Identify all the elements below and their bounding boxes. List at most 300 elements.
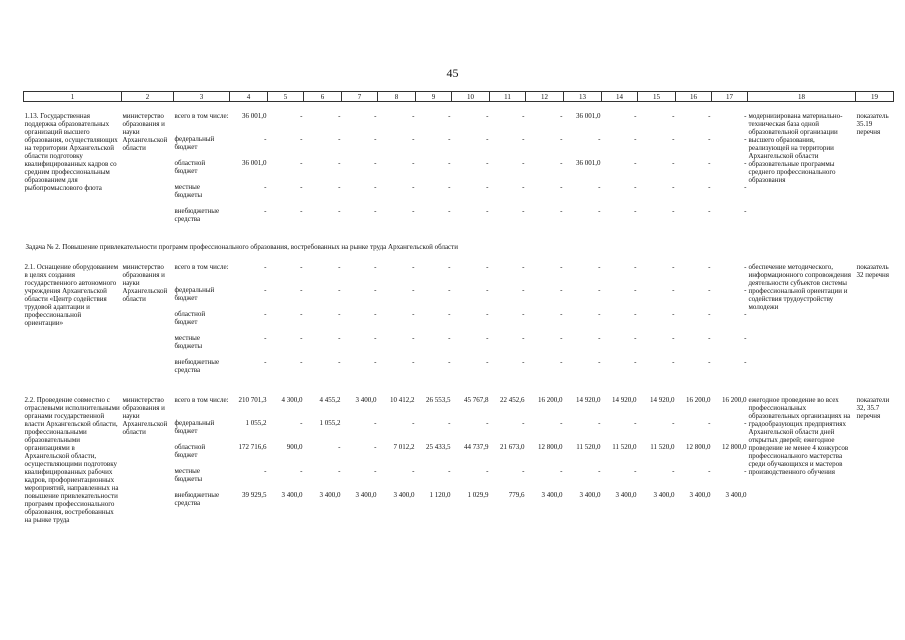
value-cell: -	[412, 112, 415, 120]
value-cell: -	[338, 112, 341, 120]
value-cell: -	[338, 334, 341, 342]
spacer-row	[24, 253, 894, 263]
value-cell: 3 400,0	[579, 491, 601, 499]
value-cell: -	[560, 334, 563, 342]
value-cell: 14 920,0	[650, 396, 675, 404]
spacer-row	[24, 231, 894, 241]
value-cell: -	[338, 286, 341, 294]
value-cell: -	[486, 135, 489, 143]
value-column	[676, 396, 712, 524]
budget-table	[23, 91, 894, 524]
value-cell: -	[448, 135, 451, 143]
value-cell: -	[744, 135, 747, 143]
value-cell: 7 012,2	[393, 443, 415, 451]
value-column	[378, 263, 416, 382]
value-cell: -	[264, 135, 267, 143]
funding-source: федеральный бюджет	[174, 419, 215, 435]
value-cell: 3 400,0	[653, 491, 675, 499]
value-column	[230, 396, 268, 524]
value-column	[638, 112, 676, 231]
measure-executor: министерство образования и науки Архангельской области	[122, 112, 168, 152]
value-cell: -	[448, 467, 451, 475]
value-column	[564, 396, 602, 524]
value-cell: -	[560, 112, 563, 120]
value-cell: -	[672, 334, 675, 342]
value-cell: 22 452,6	[500, 396, 525, 404]
value-cell: -	[412, 159, 415, 167]
value-cell: 12 800,0	[686, 443, 711, 451]
value-cell: -	[672, 286, 675, 294]
value-cell: -	[522, 419, 525, 427]
value-cell: -	[338, 183, 341, 191]
value-cell: -	[672, 467, 675, 475]
value-column	[490, 263, 526, 382]
value-column	[304, 396, 342, 524]
funding-sources	[174, 112, 230, 231]
value-cell: -	[300, 263, 303, 271]
column-number: 13	[564, 92, 602, 102]
value-cell: -	[634, 112, 637, 120]
value-cell: -	[522, 207, 525, 215]
value-column	[268, 263, 304, 382]
value-cell: -	[412, 183, 415, 191]
funding-source: областной бюджет	[174, 159, 206, 175]
measure-name: 2.2. Проведение совместно с отраслевыми исполнительными органами государственной власти Архангельской области, профессиональными образовательными организациями в Архангельской области, осуществляющими подготовку квалифицированных рабочих кадров, профориентационных мероприятий, направленных на повышение привлекательности программ профессионального образования, востребованных на рынке труда	[24, 396, 120, 524]
value-cell: -	[486, 310, 489, 318]
value-cell: -	[522, 263, 525, 271]
funding-source: всего в том числе:	[174, 396, 229, 404]
value-column	[378, 396, 416, 524]
value-column	[268, 112, 304, 231]
value-cell: 4 455,2	[319, 396, 341, 404]
value-cell: -	[560, 263, 563, 271]
value-cell: 36 001,0	[576, 159, 601, 167]
value-column	[268, 396, 304, 524]
value-cell: -	[300, 310, 303, 318]
column-number: 6	[304, 92, 342, 102]
value-cell: -	[374, 135, 377, 143]
column-number: 10	[452, 92, 490, 102]
value-cell: 14 920,0	[612, 396, 637, 404]
value-cell: 210 701,3	[238, 396, 267, 404]
value-cell: -	[598, 183, 601, 191]
value-cell: -	[560, 467, 563, 475]
column-number: 5	[268, 92, 304, 102]
value-cell: -	[374, 112, 377, 120]
value-cell: 3 400,0	[281, 491, 303, 499]
value-cell: -	[634, 263, 637, 271]
value-cell: 16 200,0	[538, 396, 563, 404]
value-cell: -	[412, 135, 415, 143]
value-cell: -	[412, 310, 415, 318]
value-cell: 172 716,6	[238, 443, 267, 451]
value-cell: -	[744, 207, 747, 215]
indicator-ref: показатель 32 перечня	[856, 263, 890, 279]
column-number-row	[24, 92, 894, 102]
column-number: 2	[122, 92, 174, 102]
value-cell: -	[300, 467, 303, 475]
value-cell: 16 200,0	[686, 396, 711, 404]
value-column	[452, 263, 490, 382]
value-cell: -	[412, 263, 415, 271]
value-column	[230, 112, 268, 231]
value-column	[638, 263, 676, 382]
value-cell: -	[486, 334, 489, 342]
value-cell: -	[374, 419, 377, 427]
value-column	[452, 112, 490, 231]
value-cell: 21 673,0	[500, 443, 525, 451]
value-cell: -	[374, 310, 377, 318]
value-cell: 1 055,2	[245, 419, 267, 427]
indicator-ref: показатели 32, 35.7 перечня	[856, 396, 890, 420]
value-cell: -	[708, 263, 711, 271]
measure-row	[24, 396, 894, 524]
value-cell: -	[338, 310, 341, 318]
value-cell: 11 520,0	[576, 443, 601, 451]
funding-source: местные бюджеты	[174, 467, 203, 483]
value-cell: -	[374, 467, 377, 475]
value-cell: -	[412, 334, 415, 342]
value-cell: 36 001,0	[242, 159, 267, 167]
value-cell: 3 400,0	[355, 396, 377, 404]
value-cell: -	[374, 286, 377, 294]
value-column	[304, 112, 342, 231]
value-cell: -	[522, 112, 525, 120]
value-cell: -	[374, 443, 377, 451]
value-cell: 36 001,0	[576, 112, 601, 120]
value-cell: -	[522, 135, 525, 143]
value-cell: -	[448, 183, 451, 191]
funding-source: внебюджетные средства	[174, 491, 220, 507]
value-cell: -	[338, 443, 341, 451]
value-cell: -	[744, 358, 747, 366]
value-column	[342, 112, 378, 231]
value-cell: -	[264, 467, 267, 475]
value-cell: -	[300, 286, 303, 294]
value-cell: 779,6	[508, 491, 525, 499]
column-number: 7	[342, 92, 378, 102]
column-number: 12	[526, 92, 564, 102]
value-column	[416, 396, 452, 524]
value-cell: -	[708, 467, 711, 475]
value-cell: -	[486, 467, 489, 475]
funding-source: внебюджетные средства	[174, 358, 220, 374]
value-column	[676, 112, 712, 231]
value-cell: -	[300, 334, 303, 342]
value-cell: -	[374, 183, 377, 191]
value-cell: -	[672, 183, 675, 191]
column-number: 15	[638, 92, 676, 102]
value-cell: -	[264, 207, 267, 215]
value-cell: 12 800,0	[538, 443, 563, 451]
column-number: 3	[174, 92, 230, 102]
value-cell: -	[448, 207, 451, 215]
value-cell: 36 001,0	[242, 112, 267, 120]
value-cell: 4 300,0	[281, 396, 303, 404]
value-cell: 3 400,0	[319, 491, 341, 499]
value-column	[602, 263, 638, 382]
value-cell: -	[560, 135, 563, 143]
value-cell: -	[522, 358, 525, 366]
value-cell: -	[744, 286, 747, 294]
funding-source: областной бюджет	[174, 310, 206, 326]
column-number: 14	[602, 92, 638, 102]
value-cell: -	[522, 334, 525, 342]
value-cell: -	[634, 286, 637, 294]
value-cell: -	[300, 159, 303, 167]
value-column	[712, 263, 748, 382]
value-cell: -	[412, 419, 415, 427]
value-column	[342, 396, 378, 524]
value-cell: -	[448, 159, 451, 167]
value-column	[564, 112, 602, 231]
value-cell: -	[448, 263, 451, 271]
value-column	[526, 396, 564, 524]
value-cell: -	[598, 358, 601, 366]
measure-name: 1.13. Государственная поддержка образовательных организаций высшего образования, осуществляющих на территории Архангельской области подготовку квалифицированных кадров со средним профессиональным образованием для рыбопромыслового флота	[24, 112, 118, 192]
value-cell: -	[412, 467, 415, 475]
value-cell: -	[300, 419, 303, 427]
value-cell: -	[744, 310, 747, 318]
funding-source: федеральный бюджет	[174, 286, 215, 302]
value-cell: 14 920,0	[576, 396, 601, 404]
value-cell: -	[300, 112, 303, 120]
value-cell: -	[744, 263, 747, 271]
value-cell: -	[744, 467, 747, 475]
funding-source: местные бюджеты	[174, 183, 203, 199]
value-cell: -	[598, 310, 601, 318]
value-cell: 11 520,0	[650, 443, 675, 451]
value-cell: -	[448, 419, 451, 427]
value-cell: 3 400,0	[615, 491, 637, 499]
measure-executor: министерство образования и науки Архангельской области	[122, 396, 168, 436]
column-number: 4	[230, 92, 268, 102]
value-cell: 3 400,0	[541, 491, 563, 499]
value-column	[490, 396, 526, 524]
value-cell: -	[708, 310, 711, 318]
value-cell: -	[560, 159, 563, 167]
measure-row	[24, 263, 894, 382]
value-cell: -	[708, 286, 711, 294]
value-column	[416, 112, 452, 231]
value-cell: -	[522, 310, 525, 318]
value-cell: -	[598, 334, 601, 342]
value-column	[490, 112, 526, 231]
value-cell: -	[744, 112, 747, 120]
expected-result: ежегодное проведение во всех профессиональных образовательных организациях на градообразующих предприятиях Архангельской области дней открытых дверей; ежегодное проведение не менее 4 конкурсов профессионального мастерства среди обучающихся и мастеров производственного обучения	[748, 396, 851, 476]
value-cell: 1 029,9	[467, 491, 489, 499]
value-cell: -	[598, 135, 601, 143]
value-cell: -	[634, 159, 637, 167]
value-cell: -	[486, 263, 489, 271]
column-number: 11	[490, 92, 526, 102]
value-cell: -	[560, 207, 563, 215]
value-cell: 3 400,0	[725, 491, 747, 499]
value-cell: -	[634, 358, 637, 366]
value-cell: -	[300, 358, 303, 366]
value-cell: -	[448, 334, 451, 342]
value-cell: -	[486, 286, 489, 294]
value-cell: -	[672, 112, 675, 120]
value-cell: -	[560, 419, 563, 427]
value-cell: -	[300, 207, 303, 215]
value-cell: -	[708, 207, 711, 215]
value-cell: -	[264, 286, 267, 294]
value-cell: -	[374, 358, 377, 366]
column-number: 19	[856, 92, 894, 102]
value-cell: -	[672, 310, 675, 318]
value-cell: 39 929,5	[242, 491, 267, 499]
value-cell: 16 200,0	[722, 396, 747, 404]
value-column	[602, 112, 638, 231]
value-cell: -	[634, 183, 637, 191]
value-cell: -	[634, 135, 637, 143]
indicator-ref: показатель 35.19 перечня	[856, 112, 889, 136]
value-cell: -	[708, 159, 711, 167]
value-cell: -	[486, 112, 489, 120]
value-cell: 1 120,0	[429, 491, 451, 499]
task-row	[24, 241, 894, 253]
value-cell: -	[708, 334, 711, 342]
value-column	[712, 396, 748, 524]
funding-source: федеральный бюджет	[174, 135, 215, 151]
value-column	[416, 263, 452, 382]
value-cell: -	[338, 263, 341, 271]
value-cell: -	[448, 310, 451, 318]
value-cell: -	[634, 419, 637, 427]
value-column	[638, 396, 676, 524]
value-cell: -	[264, 310, 267, 318]
value-column	[526, 263, 564, 382]
value-cell: -	[486, 159, 489, 167]
value-cell: -	[672, 159, 675, 167]
value-cell: -	[486, 183, 489, 191]
value-cell: -	[598, 419, 601, 427]
value-cell: -	[486, 207, 489, 215]
value-cell: 26 553,5	[426, 396, 451, 404]
page-number: 45	[446, 66, 459, 80]
funding-source: местные бюджеты	[174, 334, 203, 350]
funding-sources	[174, 396, 230, 524]
value-cell: -	[338, 135, 341, 143]
value-cell: -	[264, 183, 267, 191]
value-cell: 25 433,5	[426, 443, 451, 451]
value-cell: -	[264, 263, 267, 271]
value-column	[602, 396, 638, 524]
value-cell: -	[338, 358, 341, 366]
funding-sources	[174, 263, 230, 382]
value-cell: -	[744, 183, 747, 191]
value-cell: -	[374, 334, 377, 342]
value-cell: 3 400,0	[393, 491, 415, 499]
value-cell: 11 520,0	[612, 443, 637, 451]
value-cell: -	[560, 286, 563, 294]
column-number: 8	[378, 92, 416, 102]
measure-row	[24, 112, 894, 231]
value-cell: 3 400,0	[355, 491, 377, 499]
value-cell: -	[744, 419, 747, 427]
expected-result: обеспечение методического, информационного сопровождения деятельности субъектов системы профессиональной ориентации и содействия трудоустройству молодежи	[748, 263, 851, 311]
value-column	[342, 263, 378, 382]
column-number: 17	[712, 92, 748, 102]
value-cell: -	[300, 135, 303, 143]
value-cell: -	[374, 159, 377, 167]
value-column	[676, 263, 712, 382]
value-cell: -	[338, 467, 341, 475]
value-cell: -	[672, 263, 675, 271]
value-cell: -	[708, 419, 711, 427]
value-cell: -	[374, 263, 377, 271]
value-column	[564, 263, 602, 382]
funding-source: областной бюджет	[174, 443, 206, 459]
task-heading: Задача № 2. Повышение привлекательности программ профессионального образования, востребованных на рынке труда Архангельской области	[25, 243, 458, 251]
value-cell: -	[672, 419, 675, 427]
value-cell: -	[672, 358, 675, 366]
value-cell: -	[412, 286, 415, 294]
spacer-row	[24, 102, 894, 113]
value-cell: -	[338, 207, 341, 215]
value-column	[304, 263, 342, 382]
value-column	[378, 112, 416, 231]
column-number: 16	[676, 92, 712, 102]
value-cell: -	[300, 183, 303, 191]
value-cell: -	[448, 358, 451, 366]
value-cell: -	[598, 467, 601, 475]
value-cell: -	[264, 358, 267, 366]
value-cell: -	[522, 467, 525, 475]
value-cell: 3 400,0	[689, 491, 711, 499]
value-cell: -	[522, 159, 525, 167]
value-cell: 900,0	[286, 443, 303, 451]
value-cell: -	[560, 183, 563, 191]
value-cell: -	[412, 207, 415, 215]
value-cell: -	[634, 310, 637, 318]
value-cell: -	[634, 207, 637, 215]
value-cell: -	[374, 207, 377, 215]
value-cell: -	[672, 135, 675, 143]
measure-executor: министерство образования и науки Архангельской области	[122, 263, 168, 303]
value-cell: -	[522, 183, 525, 191]
value-cell: -	[708, 183, 711, 191]
measure-name: 2.1. Оснащение оборудованием в целях создания государственного автономного учреждения Архангельской области «Центр содействия трудовой адаптации и профессиональной ориентации»	[24, 263, 119, 327]
expected-result: модернизирована материально-техническая база одной образовательной организации высшего образования, реализующей на территории Архангельской области образовательные программы среднего профессионального образования	[748, 112, 843, 184]
value-cell: -	[708, 358, 711, 366]
value-cell: -	[412, 358, 415, 366]
value-cell: -	[708, 112, 711, 120]
value-cell: -	[486, 419, 489, 427]
value-cell: -	[744, 159, 747, 167]
value-cell: 12 800,0	[722, 443, 747, 451]
value-cell: 1 055,2	[319, 419, 341, 427]
funding-source: внебюджетные средства	[174, 207, 220, 223]
value-cell: -	[448, 112, 451, 120]
value-cell: 44 737,9	[464, 443, 489, 451]
column-number: 18	[748, 92, 856, 102]
value-cell: -	[598, 207, 601, 215]
value-cell: -	[560, 310, 563, 318]
value-cell: -	[560, 358, 563, 366]
value-cell: -	[448, 286, 451, 294]
value-column	[230, 263, 268, 382]
value-column	[712, 112, 748, 231]
value-cell: -	[264, 334, 267, 342]
value-cell: 10 412,2	[390, 396, 415, 404]
value-cell: -	[708, 135, 711, 143]
value-cell: -	[634, 334, 637, 342]
column-number: 9	[416, 92, 452, 102]
spacer-row	[24, 382, 894, 396]
value-cell: -	[338, 159, 341, 167]
